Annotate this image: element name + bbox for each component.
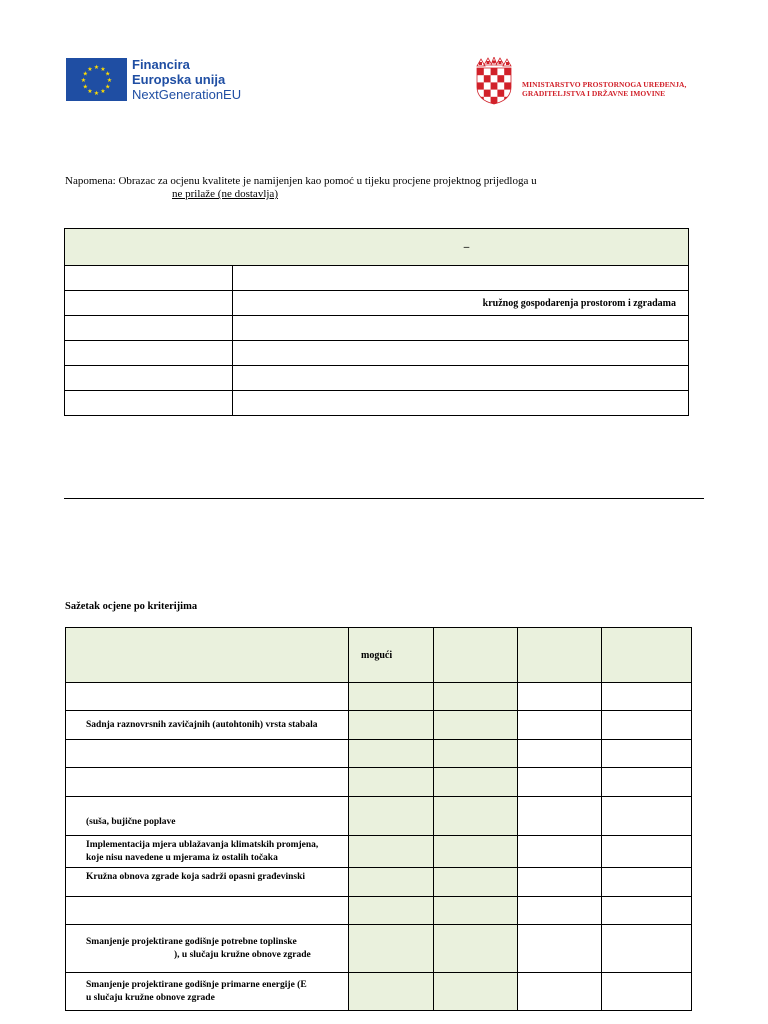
info-table-header-row [65, 229, 689, 266]
svg-text:★: ★ [80, 77, 87, 84]
summary-row [66, 925, 692, 973]
score-cell [518, 973, 602, 1011]
score-cell [518, 768, 602, 797]
criterion-cell [66, 711, 349, 740]
score-cell [602, 836, 692, 868]
possible-points-cell [349, 973, 434, 1011]
score-cell [434, 683, 518, 711]
criterion-cell [66, 683, 349, 711]
score-cell [434, 836, 518, 868]
criterion-line1: Kružna obnova zgrade koja sadrži opasni građevinski [86, 872, 306, 882]
eu-line-nextgen: NextGenerationEU [132, 87, 242, 102]
info-value-cell: kružnog gospodarenja prostorom i zgradama [233, 291, 689, 316]
criterion-cell [66, 768, 349, 797]
possible-points-cell [349, 740, 434, 768]
info-table-row [65, 341, 689, 366]
svg-text:★: ★ [82, 70, 88, 78]
info-label-cell [65, 291, 233, 316]
criterion-cell [66, 797, 349, 836]
score-cell [602, 973, 692, 1011]
possible-points-cell [349, 797, 434, 836]
summary-row [66, 740, 692, 768]
score-cell [518, 711, 602, 740]
score-cell [434, 768, 518, 797]
criterion-cell [66, 740, 349, 768]
ministry-line1: MINISTARSTVO PROSTORNOGA UREĐENJA, [522, 80, 687, 89]
svg-text:★: ★ [100, 88, 106, 96]
score-cell [434, 711, 518, 740]
criterion-line2: ), u slučaju kružne obnove zgrade [174, 949, 311, 960]
possible-points-cell [349, 711, 434, 740]
eu-flag-icon [66, 58, 127, 101]
criterion-cell [66, 925, 349, 973]
header-cell [434, 628, 518, 683]
possible-points-cell [349, 868, 434, 897]
header-criterion-cell [66, 628, 349, 683]
summary-row [66, 973, 692, 1011]
svg-text:★: ★ [87, 88, 93, 96]
summary-row [66, 836, 692, 868]
svg-text:★: ★ [93, 90, 100, 97]
summary-row [66, 897, 692, 925]
score-cell [518, 897, 602, 925]
header-possible-cell: mogući [349, 628, 434, 683]
info-table-header-dash: – [463, 241, 470, 253]
info-value-cell [233, 316, 689, 341]
score-cell [602, 740, 692, 768]
score-cell [602, 711, 692, 740]
info-label-cell [65, 316, 233, 341]
ministry-line2: GRADITELJSTVA I DRŽAVNE IMOVINE [522, 89, 666, 98]
score-cell [518, 836, 602, 868]
score-cell [602, 925, 692, 973]
summary-row [66, 711, 692, 740]
ministry-name [522, 80, 686, 98]
criterion-line2: koje nisu navedene u mjerama iz ostalih točaka [86, 852, 278, 863]
criterion-line1: Smanjenje projektirane godišnje primarne energije (E [86, 979, 307, 990]
possible-points-cell [349, 897, 434, 925]
info-table-row [65, 391, 689, 416]
score-cell [434, 797, 518, 836]
info-value-cell [233, 366, 689, 391]
criterion-cell [66, 897, 349, 925]
criterion-line1: Implementacija mjera ublažavanja klimatskih promjena, [86, 839, 319, 850]
summary-title: Sažetak ocjene po kriterijima [65, 601, 198, 612]
info-label-cell [65, 266, 233, 291]
summary-row [66, 797, 692, 836]
score-cell [518, 740, 602, 768]
score-cell [602, 797, 692, 836]
croatian-coat-of-arms-icon [474, 57, 514, 105]
info-table-header [65, 229, 689, 266]
possible-points-cell [349, 925, 434, 973]
info-table-row [65, 316, 689, 341]
svg-text:★: ★ [105, 70, 111, 78]
criterion-cell [66, 973, 349, 1011]
note-text: Napomena: Obrazac za ocjenu kvalitete je namijenjen kao pomoć u tijeku procjene projektnog prijedloga u [65, 175, 537, 187]
svg-text:★: ★ [106, 77, 113, 84]
svg-text:★: ★ [105, 83, 111, 91]
score-cell [434, 925, 518, 973]
info-value-cell [233, 391, 689, 416]
svg-text:★: ★ [87, 65, 93, 73]
criterion-cell [66, 868, 349, 897]
score-cell [518, 925, 602, 973]
info-label-cell [65, 366, 233, 391]
summary-row [66, 768, 692, 797]
criterion-line2: u slučaju kružne obnove zgrade [86, 992, 215, 1003]
svg-text:★: ★ [93, 64, 100, 71]
score-cell [434, 897, 518, 925]
summary-row [66, 868, 692, 897]
summary-row [66, 683, 692, 711]
eu-line-financira: Financira [132, 57, 190, 72]
horizontal-divider [64, 498, 704, 499]
possible-points-cell [349, 683, 434, 711]
possible-points-cell [349, 768, 434, 797]
eu-line-europska-unija: Europska unija [132, 72, 226, 87]
criteria-summary-table [65, 627, 692, 1011]
score-cell [518, 797, 602, 836]
info-label-cell [65, 341, 233, 366]
criterion-line1: Smanjenje projektirane godišnje potrebne toplinske [86, 936, 297, 947]
eu-funding-text [132, 57, 241, 102]
criterion-line1: (suša, bujične poplave [86, 817, 176, 827]
header-cell [518, 628, 602, 683]
info-value-cell [233, 266, 689, 291]
info-label-cell [65, 391, 233, 416]
info-value-cell [233, 341, 689, 366]
score-cell [518, 868, 602, 897]
score-cell [518, 683, 602, 711]
info-table-row [65, 366, 689, 391]
project-info-table [64, 228, 689, 416]
score-cell [602, 683, 692, 711]
eu-stars [66, 58, 127, 101]
criterion-cell [66, 836, 349, 868]
svg-text:★: ★ [82, 83, 88, 91]
info-table-row [65, 266, 689, 291]
score-cell [602, 768, 692, 797]
header-cell [602, 628, 692, 683]
score-cell [434, 868, 518, 897]
score-cell [602, 868, 692, 897]
summary-header-row [66, 628, 692, 683]
score-cell [602, 897, 692, 925]
score-cell [434, 740, 518, 768]
score-cell [434, 973, 518, 1011]
possible-points-cell [349, 836, 434, 868]
svg-text:★: ★ [100, 65, 106, 73]
criterion-line1: Sadnja raznovrsnih zavičajnih (autohtonih) vrsta stabala [86, 719, 318, 730]
info-table-row [65, 291, 689, 316]
note-text-underlined: ne prilaže (ne dostavlja) [172, 188, 278, 200]
